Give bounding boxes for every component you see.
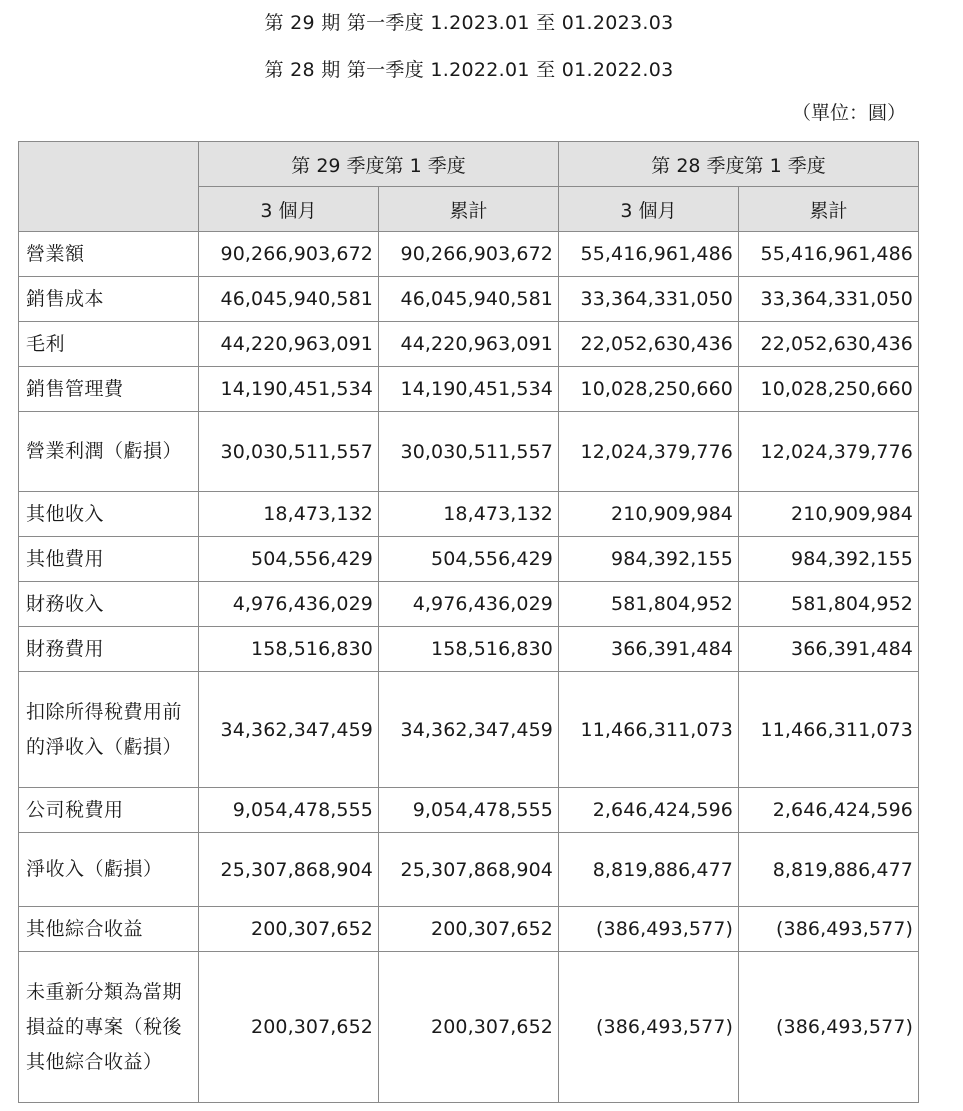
value-cell: 9,054,478,555 [199, 788, 379, 833]
value-cell: 30,030,511,557 [379, 412, 559, 492]
value-cell: 18,473,132 [379, 492, 559, 537]
value-cell: 33,364,331,050 [559, 277, 739, 322]
value-cell: 55,416,961,486 [559, 232, 739, 277]
value-cell: 22,052,630,436 [739, 322, 919, 367]
value-cell: 200,307,652 [199, 907, 379, 952]
value-cell: 984,392,155 [739, 537, 919, 582]
value-cell: 12,024,379,776 [559, 412, 739, 492]
value-cell: 14,190,451,534 [199, 367, 379, 412]
value-cell: 25,307,868,904 [379, 833, 559, 907]
table-row [19, 672, 919, 788]
value-cell: 22,052,630,436 [559, 322, 739, 367]
row-label: 營業額 [19, 232, 199, 277]
value-cell: 4,976,436,029 [379, 582, 559, 627]
row-label: 銷售管理費 [19, 367, 199, 412]
group-header-q29: 第 29 季度第 1 季度 [199, 142, 559, 187]
value-cell: 11,466,311,073 [559, 672, 739, 788]
value-cell: 581,804,952 [739, 582, 919, 627]
table-row [19, 627, 919, 672]
value-cell: 46,045,940,581 [379, 277, 559, 322]
row-label: 淨收入（虧損） [19, 833, 199, 907]
value-cell: 12,024,379,776 [739, 412, 919, 492]
value-cell: (386,493,577) [559, 907, 739, 952]
value-cell: 90,266,903,672 [379, 232, 559, 277]
value-cell: 984,392,155 [559, 537, 739, 582]
value-cell: 4,976,436,029 [199, 582, 379, 627]
value-cell: 8,819,886,477 [739, 833, 919, 907]
value-cell: (386,493,577) [739, 952, 919, 1103]
sub-header-q28-3m: 3 個月 [559, 187, 739, 232]
row-label: 營業利潤（虧損） [19, 412, 199, 492]
row-label: 扣除所得稅費用前的淨收入（虧損） [19, 672, 199, 788]
value-cell: 2,646,424,596 [559, 788, 739, 833]
value-cell: 14,190,451,534 [379, 367, 559, 412]
table-row [19, 907, 919, 952]
value-cell: 10,028,250,660 [559, 367, 739, 412]
value-cell: 44,220,963,091 [199, 322, 379, 367]
table-row [19, 277, 919, 322]
value-cell: 30,030,511,557 [199, 412, 379, 492]
table-row [19, 952, 919, 1103]
table-row [19, 232, 919, 277]
row-label: 毛利 [19, 322, 199, 367]
unit-note: （單位：圓） [792, 102, 907, 124]
sub-header-q28-cum: 累計 [739, 187, 919, 232]
value-cell: 8,819,886,477 [559, 833, 739, 907]
row-label: 未重新分類為當期損益的專案（稅後其他綜合收益） [19, 952, 199, 1103]
value-cell: 11,466,311,073 [739, 672, 919, 788]
value-cell: 504,556,429 [199, 537, 379, 582]
value-cell: 158,516,830 [379, 627, 559, 672]
value-cell: 34,362,347,459 [199, 672, 379, 788]
row-label: 其他費用 [19, 537, 199, 582]
value-cell: 366,391,484 [559, 627, 739, 672]
value-cell: (386,493,577) [559, 952, 739, 1103]
value-cell: 44,220,963,091 [379, 322, 559, 367]
value-cell: 504,556,429 [379, 537, 559, 582]
value-cell: 581,804,952 [559, 582, 739, 627]
period-line-previous: 第 28 期 第一季度 1.2022.01 至 01.2022.03 [264, 59, 674, 81]
row-label: 公司稅費用 [19, 788, 199, 833]
value-cell: 46,045,940,581 [199, 277, 379, 322]
value-cell: 210,909,984 [739, 492, 919, 537]
income-statement-table [18, 141, 919, 1103]
value-cell: (386,493,577) [739, 907, 919, 952]
row-label: 其他收入 [19, 492, 199, 537]
value-cell: 200,307,652 [379, 952, 559, 1103]
value-cell: 90,266,903,672 [199, 232, 379, 277]
period-line-current: 第 29 期 第一季度 1.2023.01 至 01.2023.03 [264, 12, 674, 34]
value-cell: 200,307,652 [379, 907, 559, 952]
table-row [19, 367, 919, 412]
table-row [19, 537, 919, 582]
row-label: 財務收入 [19, 582, 199, 627]
sub-header-q29-cum: 累計 [379, 187, 559, 232]
table-row [19, 582, 919, 627]
table-row [19, 492, 919, 537]
corner-cell [19, 142, 199, 232]
table-row [19, 412, 919, 492]
value-cell: 33,364,331,050 [739, 277, 919, 322]
row-label: 財務費用 [19, 627, 199, 672]
value-cell: 366,391,484 [739, 627, 919, 672]
value-cell: 158,516,830 [199, 627, 379, 672]
group-header-q28: 第 28 季度第 1 季度 [559, 142, 919, 187]
sub-header-q29-3m: 3 個月 [199, 187, 379, 232]
value-cell: 210,909,984 [559, 492, 739, 537]
value-cell: 25,307,868,904 [199, 833, 379, 907]
value-cell: 34,362,347,459 [379, 672, 559, 788]
table-row [19, 322, 919, 367]
row-label: 其他綜合收益 [19, 907, 199, 952]
group-header-row [19, 142, 919, 187]
value-cell: 18,473,132 [199, 492, 379, 537]
value-cell: 200,307,652 [199, 952, 379, 1103]
table-row [19, 788, 919, 833]
value-cell: 10,028,250,660 [739, 367, 919, 412]
table-row [19, 833, 919, 907]
value-cell: 55,416,961,486 [739, 232, 919, 277]
row-label: 銷售成本 [19, 277, 199, 322]
value-cell: 2,646,424,596 [739, 788, 919, 833]
value-cell: 9,054,478,555 [379, 788, 559, 833]
